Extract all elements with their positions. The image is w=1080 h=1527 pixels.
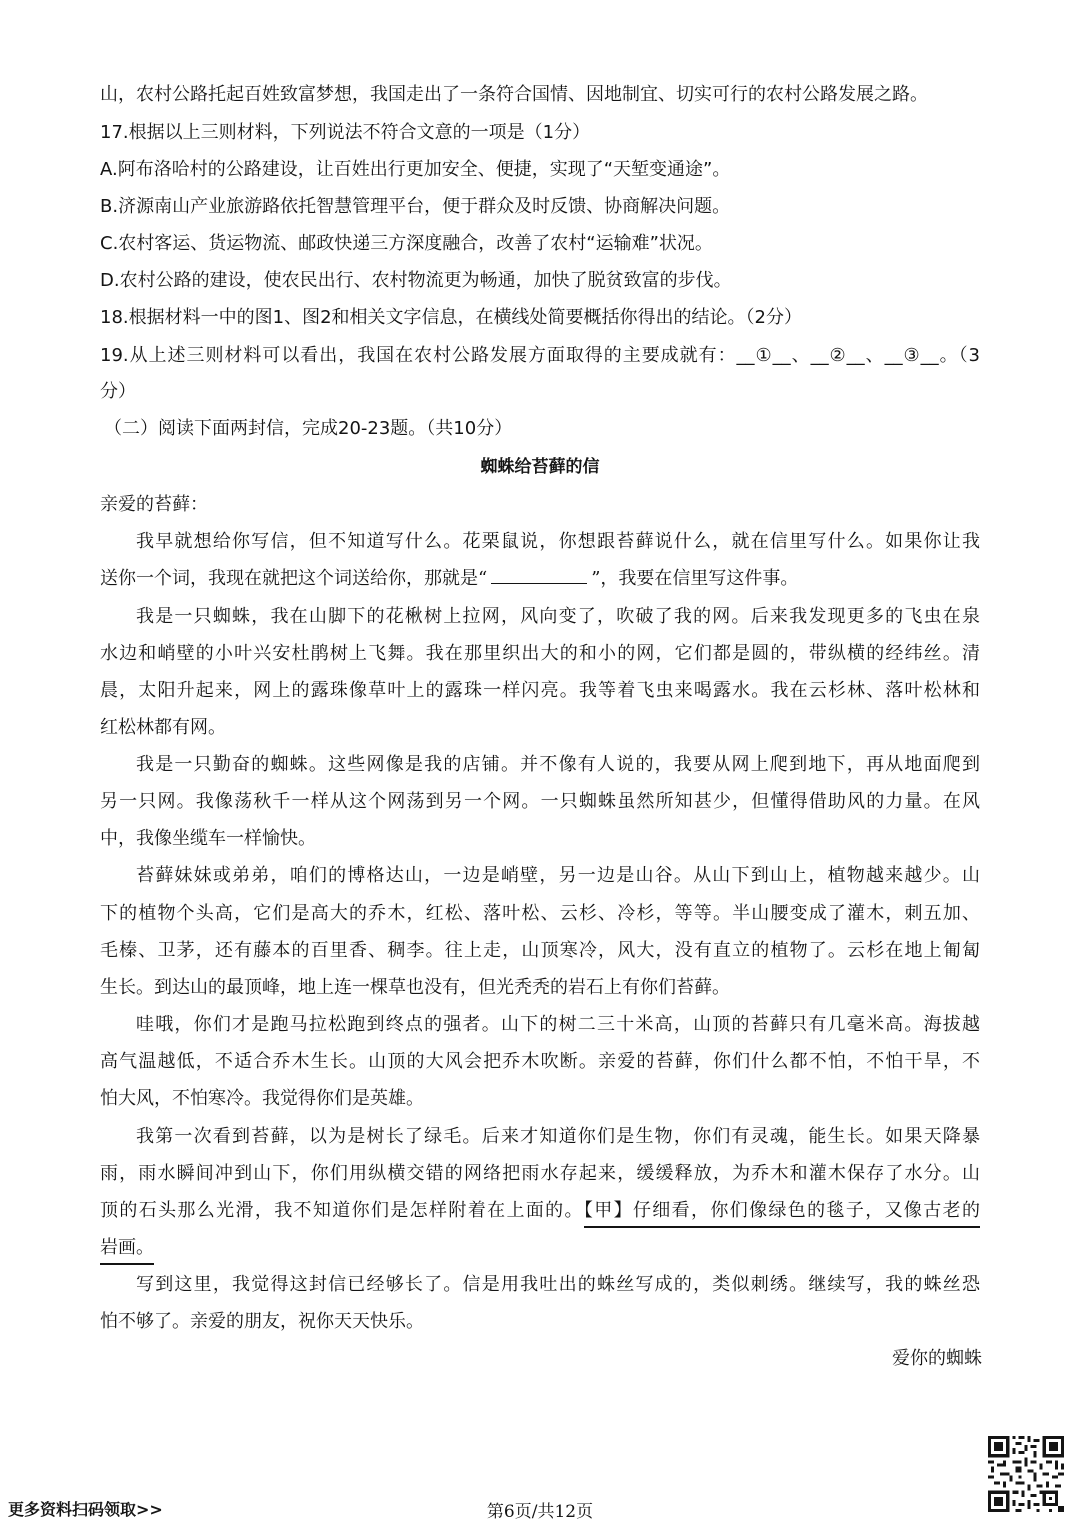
q17-option-b: B.济源南山产业旅游路依托智慧管理平台，便于群众及时反馈、协商解决问题。 <box>100 196 731 217</box>
letter-p3-line-2: 另一只网。我像荡秋千一样从这个网荡到另一个网。一只蜘蛛虽然所知甚少，但懂得借助风的力量。在风 <box>100 791 980 812</box>
q17-option-c: C.农村客运、货运物流、邮政快递三方深度融合，改善了农村“运输难”状况。 <box>100 233 713 254</box>
letter-p4-line-3: 毛榛、卫茅，还有藤本的百里香、稠李。往上走，山顶寒冷，风大，没有直立的植物了。云杉在地上匍匐 <box>100 940 980 961</box>
q19-blank-3: __③__ <box>884 345 939 366</box>
letter-p6-line-1: 我第一次看到苔藓，以为是树长了绿毛。后来才知道你们是生物，你们有灵魂，能生长。如果天降暴 <box>136 1126 980 1147</box>
letter-p2-line-1: 我是一只蜘蛛，我在山脚下的花楸树上拉网，风向变了，吹破了我的网。后来我发现更多的飞虫在泉 <box>136 606 980 627</box>
marked-sentence-jia: 【甲】仔细看，你们像绿色的毯子，又像古老的 <box>584 1200 980 1228</box>
letter-p2-line-4: 红松林都有网。 <box>100 717 226 738</box>
section-2-heading: （二）阅读下面两封信，完成20-23题。（共10分） <box>104 418 513 439</box>
letter-salutation: 亲爱的苔藓： <box>100 494 208 515</box>
q19-suffix: 。（3 <box>938 345 981 366</box>
letter-p1-line-2 <box>100 567 798 591</box>
q17-option-d: D.农村公路的建设，使农民出行、农村物流更为畅通，加快了脱贫致富的步伐。 <box>100 270 732 291</box>
letter-p1-line-2-end: ”，我要在信里写这件事。 <box>591 568 799 589</box>
page-number: 第6页/共12页 <box>486 1502 594 1522</box>
letter-p5-line-2: 高气温越低，不适合乔木生长。山顶的大风会把乔木吹断。亲爱的苔藓，你们什么都不怕，不怕干旱，不 <box>100 1051 980 1072</box>
letter-p2-line-2: 水边和峭壁的小叶兴安杜鹃树上飞舞。我在那里织出大的和小的网，它们都是圆的，带纵横的经纬丝。清 <box>100 643 980 664</box>
letter-p1-line-2-start: 送你一个词，我现在就把这个词送给你，那就是“ <box>100 568 488 589</box>
letter-p5-line-3: 怕大风，不怕寒冷。我觉得你们是英雄。 <box>100 1088 424 1109</box>
letter-p3-line-1: 我是一只勤奋的蜘蛛。这些网像是我的店铺。并不像有人说的，我要从网上爬到地下，再从地面爬到 <box>136 754 980 775</box>
letter-p5-line-1: 哇哦，你们才是跑马拉松跑到终点的强者。山下的树二三十米高，山顶的苔藓只有几毫米高。海拔越 <box>136 1014 980 1035</box>
letter-p4-line-2: 下的植物个头高，它们是高大的乔木，红松、落叶松、云杉、冷杉，等等。半山腰变成了灌木，刺五加、 <box>100 903 980 924</box>
letter-signature: 爱你的蜘蛛 <box>892 1348 982 1369</box>
letter-p1-line-1: 我早就想给你写信，但不知道写什么。花栗鼠说，你想跟苔藓说什么，就在信里写什么。如果你让我 <box>136 531 980 552</box>
q17-option-a: A.阿布洛哈村的公路建设，让百姓出行更加安全、便捷，实现了“天堑变通途”。 <box>100 159 731 180</box>
letter-title: 蜘蛛给苔藓的信 <box>480 457 600 477</box>
q19-prefix: 19.从上述三则材料可以看出，我国在农村公路发展方面取得的主要成就有： <box>100 345 737 366</box>
letter-p7-line-1: 写到这里，我觉得这封信已经够长了。信是用我吐出的蛛丝写成的，类似刺绣。继续写，我的蛛丝恐 <box>136 1274 980 1295</box>
q19-wrap: 分） <box>100 381 136 402</box>
q19-sep-2: 、 <box>864 345 885 366</box>
letter-p4-line-1: 苔藓妹妹或弟弟，咱们的博格达山，一边是峭壁，另一边是山谷。从山下到山上，植物越来越少。山 <box>136 865 980 886</box>
word-blank <box>491 567 587 584</box>
marked-sentence-jia-end: 岩画。 <box>100 1237 154 1265</box>
q19-stem <box>100 344 980 368</box>
promo-link[interactable]: 更多资料扫码领取>> <box>8 1500 163 1519</box>
letter-p6-line-4 <box>100 1236 154 1260</box>
letter-p6-line-3-start: 顶的石头那么光滑，我不知道你们是怎样附着在上面的。 <box>100 1200 584 1221</box>
q19-blank-2: __②__ <box>810 345 865 366</box>
q18-stem: 18.根据材料一中的图1、图2和相关文字信息，在横线处简要概括你得出的结论。（2分） <box>100 307 802 328</box>
letter-p3-line-3: 中，我像坐缆车一样愉快。 <box>100 828 316 849</box>
letter-p7-line-2: 怕不够了。亲爱的朋友，祝你天天快乐。 <box>100 1311 424 1332</box>
letter-p6-line-3 <box>100 1199 980 1223</box>
letter-p6-line-2: 雨，雨水瞬间冲到山下，你们用纵横交错的网络把雨水存起来，缓缓释放，为乔木和灌木保存了水分。山 <box>100 1163 980 1184</box>
q17-stem: 17.根据以上三则材料，下列说法不符合文意的一项是（1分） <box>100 122 591 143</box>
q19-sep-1: 、 <box>790 345 811 366</box>
material-end-line: 山，农村公路托起百姓致富梦想，我国走出了一条符合国情、因地制宜、切实可行的农村公路发展之路。 <box>100 84 928 105</box>
letter-p2-line-3: 晨，太阳升起来，网上的露珠像草叶上的露珠一样闪亮。我等着飞虫来喝露水。我在云杉林、落叶松林和 <box>100 680 980 701</box>
letter-p4-line-4: 生长。到达山的最顶峰，地上连一棵草也没有，但光秃秃的岩石上有你们苔藓。 <box>100 977 730 998</box>
q19-blank-1: __①__ <box>736 345 791 366</box>
